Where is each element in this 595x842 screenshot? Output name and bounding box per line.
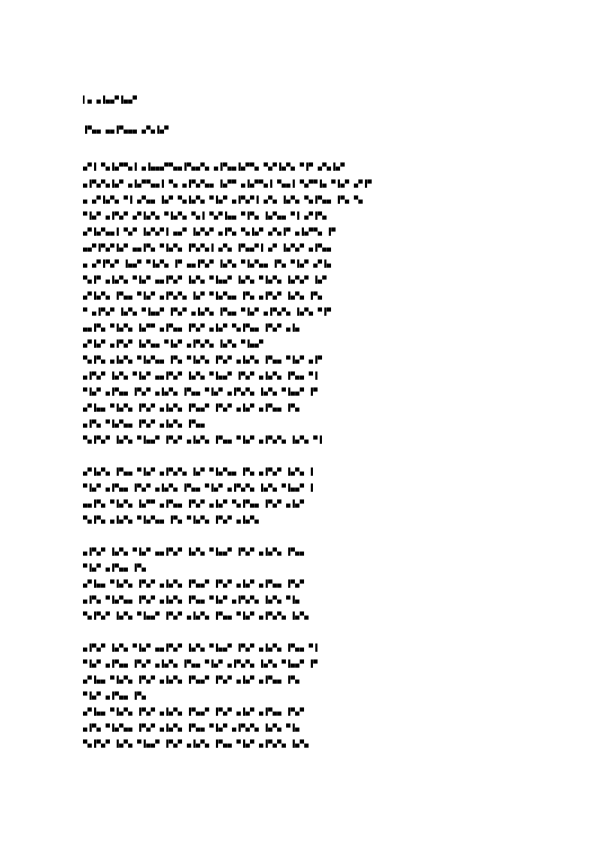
document-text-line: ▄▀▐▄▄ ▀▐▄▀▄ ▐▀▄▀ ▄▐▄▀▄ ▐▀▄▄▀ ▐▀▄▀ ▄▐▄▀ ▄▐▀▄▄ ▐▀▄ [83, 676, 300, 684]
document-text-line: ▄▀▐▄▀▄ ▐▀▄▄ ▀▐▄▀ ▄▐▀▄▀▄ ▐▄▀ ▀▐▄▀▄▄ ▐▀▄ ▄▐▀▄▀ ▐▄▀▄ ▐▀▄ [83, 292, 323, 300]
document-text-line: ▄▐▀▄▀ ▐▄▀▄ ▀▐▄▀ ▄▄▐▀▄▀ ▐▄▀▄ ▀▐▄▄▀ ▐▀▄▀ ▄▐▄▀▄ ▐▀▄▄ [83, 548, 305, 556]
document-text-line: ▀▐▄▀ ▄▐▀▄▄ ▐▀▄▀ ▄▐▄▀▄ ▐▀▄▄ ▀▐▄▀ ▄▐▀▄▀▄ ▐▄▀▄ ▀▐▄▄▀ ▐ [83, 484, 314, 492]
document-text-line: ▄▀▐▄▀▄ ▐▀▄▄ ▀▐▄▀ ▄▐▀▄▀▄ ▐▄▀ ▀▐▄▀▄▄ ▐▀▄ ▄▐▀▄▀ ▐▄▀▄ ▐ [83, 468, 314, 476]
document-text-line: ▄ ▄▀▐▀▄▀ ▐▄▄▀ ▀▐▄▀▄ ▐▀ ▄▄▐▀▄▀ ▐▄▀▄ ▀▐▄▀▄▄ ▐▀▄ ▀▐▄▀ ▄▀▐▄ [83, 260, 332, 268]
document-text-line: ▀▐▄▀ ▄▐▀▄▄ ▐▀▄▀ ▄▐▄▀▄ ▐▀▄▄ ▀▐▄▀ ▄▐▀▄▀▄ ▐▄▀▄ ▀▐▄▄▀ ▐▀ [83, 660, 318, 668]
document-text-line: ▄▀▐▄▄ ▀▐▄▀▄ ▐▀▄▀ ▄▐▄▀▄ ▐▀▄▄▀ ▐▀▄▀ ▄▐▄▀ ▄▐▀▄▄ ▐▀▄▀ [83, 580, 305, 588]
document-text-line: ▀▐▄▀ ▄▐▀▄▄ ▐▀▄▀ ▄▐▄▀▄ ▐▀▄▄ ▀▐▄▀ ▄▐▀▄▀▄ ▐▄▀▄ ▀▐▄▄▀ ▐▀ [83, 388, 318, 396]
document-text-line: ▄▐▀▄▀ ▐▄▀▄ ▀▐▄▀ ▄▄▐▀▄▀ ▐▄▀▄ ▀▐▄▄▀ ▐▀▄▀ ▄▐▄▀▄ ▐▀▄▄ ▀▐ [83, 644, 318, 652]
document-text-line: ▄▀▐▄▀▄▄▐ ▀▄▀ ▐▄▀▄▀▐ ▄▄▀ ▐▄▀▄▀ ▄▐▀▄ ▀▄▐▄▀ ▄▀▄▐▀ ▄▐▄▀▀▄ ▐▀ [83, 228, 336, 236]
document-text-line: ▀▄▐▀ ▄▐▄▀▄ ▀▐▄▀ ▄▄▐▀▄▀ ▐▄▀▄ ▀▐▄▄▀ ▐▄▀▄ ▀▐▄▀▄ ▐▄▀▄▀ ▐▄▀ [83, 276, 327, 284]
document-text-line: ▄▐▀▄ ▀▐▄▀▄▄ ▐▀▄▀ ▄▐▄▀▄ ▐▀▄▄ ▀▐▄▀ ▄▐▀▄▀▄ ▐▄▀▄ ▀▐▄ [83, 596, 300, 604]
document-text-line: ▄▀▐ ▀▄▐▄▀▀▄▐ ▄▐▄▄▄▀▀▄▄▐▀▄▄▀▄ ▄▐▀▄▄▐▄▀▀▄ ▀▄▀▐▄▀▄ ▀▐▀ ▄▀▄▐▄▀ [83, 163, 345, 171]
document-text-line: ▀▄▐▀▄ ▄▐▄▀▄ ▀▐▄▀▄▄ ▐▀▄ ▀▐▄▀▄ ▐▀▄▀ ▄▐▄▀▄ [83, 516, 260, 524]
document-text-line: ▀▐▄▀ ▄▐▀▄▀ ▄▀▐▄▀▄ ▀▐▄▀▄ ▀▄▐ ▀▄▀▐▄▄ ▀▐▀▄ ▐▄▀▄▄ ▀▐ ▄▀▐▀▄ [83, 212, 327, 220]
document-text-line: ▄▐▀▄ ▀▐▄▀▄▄ ▐▀▄▀ ▄▐▄▀▄ ▐▀▄▄ [83, 420, 205, 428]
document-text-line: ▄▀▐▄▄ ▀▐▄▀▄ ▐▀▄▀ ▄▐▄▀▄ ▐▀▄▄▀ ▐▀▄▀ ▄▐▄▀ ▄▐▀▄▄ ▐▀▄ [83, 404, 300, 412]
document-text-line: ▄▀▐▄▀ ▄▐▀▄▀ ▐▄▀▄▄ ▀▐▄▀ ▄▐▀▄▀▄ ▐▄▀▄ ▀▐▄▄▀ [83, 340, 264, 348]
document-text-line: ▀▐▄▀ ▄▐▀▄▄ ▐▀▄ [83, 564, 147, 572]
document-text-line: ▄▀▐▄▄ ▀▐▄▀▄ ▐▀▄▀ ▄▐▄▀▄ ▐▀▄▄▀ ▐▀▄▀ ▄▐▄▀ ▄▐▀▄▄ ▐▀▄▀ [83, 708, 305, 716]
document-text-line: ▄ ▄▀▐▄▀▄ ▀▐ ▄▀▄▄ ▐▄▀ ▀▄▐▄▀▄ ▀▐▄▀ ▄▐▀▄▀▐ ▄▀▄ ▐▄▀▄ ▀▄▐▀▄▄ ▐▀▄ ▀▄ [83, 196, 363, 204]
document-text-line: ▄▄▐▀▄ ▀▐▄▀▄ ▐▄▀▀ ▄▐▀▄▄ ▐▀▄▀ ▄▐▄▀ ▀▄▐▀▄▄ ▐▀▄▀ ▄▐▄ [83, 324, 300, 332]
document-text-line: ▄▄▀▐▀▄▀▐▄▀ ▄▄▐▀▄ ▀▐▄▀▄ ▐▀▄▀▄▐ ▄▀▄ ▐▀▄▄▀▐ ▄▀ ▐▄▀▄▀ ▄▐▀▄▄ [83, 244, 332, 252]
document-text-line: ▄▐▀▄ ▀▐▄▀▄▄ ▐▀▄▀ ▄▐▄▀▄ ▐▀▄▄ ▀▐▄▀ ▄▐▀▄▀▄ ▐▄▀▄ ▀▐▄ [83, 724, 300, 732]
document-text-line: ▄▐▀▄▀▄▐▄▀ ▄▐▄▀▀▄▄▐ ▀▄ ▄▐▀▄▀▄▄ ▐▄▀▀ ▄▐▄▀▀▄▐ ▀▄▄▐ ▀▄▀▀▐▄ ▀▐▄▀ ▄▀▐▀ [83, 180, 372, 188]
document-heading: ▍▄ ▄▐▄▄▀▐▄▄▀ [83, 96, 138, 104]
document-text-line: ▀▐▄▀ ▄▐▀▄▄ ▐▀▄ [83, 692, 147, 700]
document-text-line: ▀▄▐▀▄▀ ▐▄▀▄ ▀▐▄▄▀ ▐▀▄▀ ▄▐▄▀▄ ▐▀▄▄ ▀▐▄▀ ▄▐▀▄▀▄ ▐▄▀▄ [83, 740, 309, 748]
document-text-line: ▄▄▐▀▄ ▀▐▄▀▄ ▐▄▀▀ ▄▐▀▄▄ ▐▀▄▀ ▄▐▄▀ ▀▄▐▀▄▄ ▐▀▄▀ ▄▐▄▀ [83, 500, 305, 508]
document-subheading: ▐▀▄▄ ▄▄▐▀▄▄▄ ▄▀▄▐▄▀ [83, 126, 169, 134]
document-text-line: ▀▄▐▀▄ ▄▐▄▀▄ ▀▐▄▀▄▄ ▐▀▄ ▀▐▄▀▄ ▐▀▄▀ ▄▐▄▀▄ ▐▀▄▄ ▀▐▄▀ ▄▐▀ [83, 356, 323, 364]
document-text-line: ▀▄▐▀▄▀ ▐▄▀▄ ▀▐▄▄▀ ▐▀▄▀ ▄▐▄▀▄ ▐▀▄▄ ▀▐▄▀ ▄▐▀▄▀▄ ▐▄▀▄ ▀▐ [83, 436, 323, 444]
document-text-line: ▀ ▄▐▀▄▀ ▐▄▀▄ ▀▐▄▄▀ ▐▀▄▀ ▄▐▄▀▄ ▐▀▄▄ ▀▐▄▀ ▄▐▀▄▀▄ ▐▄▀▄ ▀▐▀ [83, 308, 332, 316]
document-text-line: ▄▐▀▄▀ ▐▄▀▄ ▀▐▄▀ ▄▄▐▀▄▀ ▐▄▀▄ ▀▐▄▄▀ ▐▀▄▀ ▄▐▄▀▄ ▐▀▄▄ ▀▐ [83, 372, 318, 380]
document-text-line: ▀▄▐▀▄▀ ▐▄▀▄ ▀▐▄▄▀ ▐▀▄▀ ▄▐▄▀▄ ▐▀▄▄ ▀▐▄▀ ▄▐▀▄▀▄ ▐▄▀▄ [83, 612, 309, 620]
